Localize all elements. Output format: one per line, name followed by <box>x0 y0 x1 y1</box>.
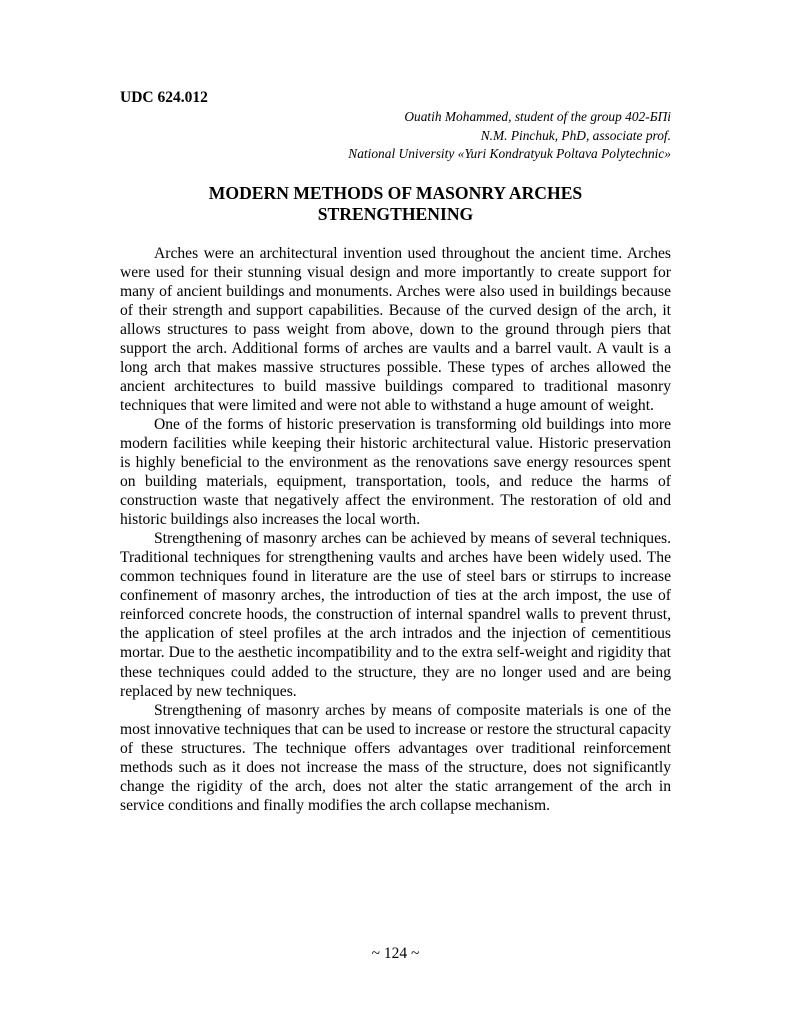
body-text <box>120 244 671 815</box>
author-line: Ouatih Mohammed, student of the group 402-БПі <box>404 109 671 124</box>
paper-page <box>120 88 671 815</box>
affiliation-line: National University «Yuri Kondratyuk Poltava Polytechnic» <box>348 146 671 161</box>
paper-title <box>120 183 671 226</box>
udc-code: UDC 624.012 <box>120 89 208 106</box>
paragraph: One of the forms of historic preservation is transforming old buildings into more modern facilities while keeping their historic architectural value. Historic preservation is highly beneficial to the environment as the renovations save energy resources spent on building materials, equipment, transportation, tools, and reduce the harms of construction waste that negatively affect the environment. The restoration of old and historic buildings also increases the local worth. <box>120 415 671 529</box>
paragraph: Strengthening of masonry arches can be achieved by means of several techniques. Traditional techniques for strengthening vaults and arches have been widely used. The common techniques found in literature are the use of steel bars or stirrups to increase confinement of masonry arches, the introduction of ties at the arch impost, the use of reinforced concrete hoods, the construction of internal spandrel walls to prevent thrust, the application of steel profiles at the arch intrados and the injection of cementitious mortar. Due to the aesthetic incompatibility and to the extra self-weight and rigidity that these techniques could added to the structure, they are no longer used and are being replaced by new techniques. <box>120 530 671 700</box>
author-line: N.M. Pinchuk, PhD, associate prof. <box>480 127 671 143</box>
paper-title-line-2: STRENGTHENING <box>317 204 474 224</box>
paragraph: Strengthening of masonry arches by means of composite materials is one of the most innovative techniques that can be used to increase or restore the structural capacity of these structures. The technique offers advantages over traditional reinforcement methods such as it does not increase the mass of the structure, does not significantly change the rigidity of the arch, does not alter the static arrangement of the arch in service conditions and finally modifies the arch collapse mechanism. <box>120 701 671 814</box>
paper-title-line-1: MODERN METHODS OF MASONRY ARCHES <box>208 182 583 203</box>
paragraph: Arches were an architectural invention used throughout the ancient time. Arches were used for their stunning visual design and more importantly to create support for many of ancient buildings and monuments. Arches were also used in buildings because of their strength and support capabilities. Because of the curved design of the arch, it allows structures to pass weight from above, down to the ground through piers that support the arch. Additional forms of arches are vaults and a barrel vault. A vault is a long arch that makes massive structures possible. These types of arches allowed the ancient architectures to build massive buildings compared to traditional masonry techniques that were limited and were not able to withstand a huge amount of weight. <box>120 244 671 414</box>
author-block <box>120 108 671 164</box>
page-number: ~ 124 ~ <box>371 945 420 962</box>
